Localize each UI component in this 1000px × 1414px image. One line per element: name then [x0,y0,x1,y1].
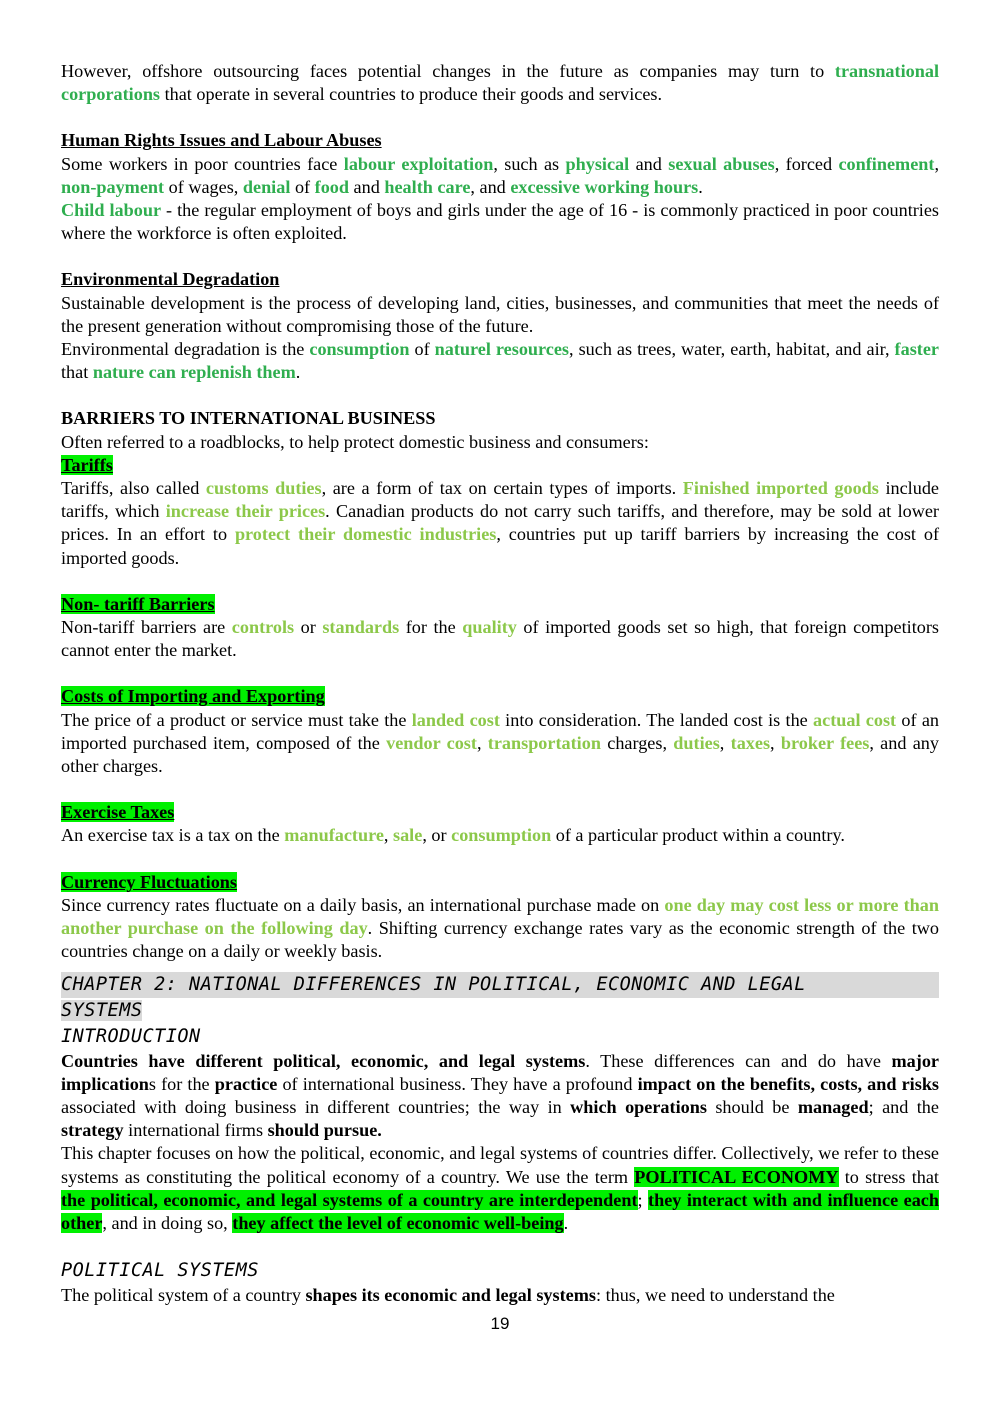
text: that [61,362,93,383]
text: , [719,732,731,753]
text: : thus, we need to understand the [595,1285,835,1306]
text: , and [470,176,511,197]
exercise-heading: Exercise Taxes [61,802,175,823]
chapter-title [61,972,939,998]
text: Environmental degradation is the [61,339,310,360]
text: Non-tariff barriers are [61,617,232,638]
text: Some workers in poor countries face [61,153,344,174]
keyword: taxes [730,732,771,753]
text: However, offshore outsourcing faces potential changes in the future as companies may turn to [61,61,835,81]
text: , such as trees, water, earth, habitat, and air, [569,339,895,360]
bold-text: impact on the benefits, costs, and risks [637,1073,940,1094]
nontariff-paragraph [61,616,939,662]
text: and [349,176,385,197]
tariffs-heading-line [61,454,939,477]
bold-text: major implication [61,1050,939,1094]
text: The price of a product or service must take the [61,709,412,730]
nontariff-heading-line [61,593,939,616]
barriers-intro: Often referred to a roadblocks, to help protect domestic business and consumers: [61,431,649,452]
keyword: physical [565,153,630,174]
text: charges, [600,732,674,753]
text: , [934,153,939,174]
keyword: consumption [451,825,552,846]
text: into consideration. The landed cost is the [499,709,814,730]
keyword: quality [462,617,517,638]
text: of a particular product within a country. [551,825,845,846]
tariffs-paragraph [61,477,939,570]
keyword: one day may cost less or more than another purchase on the following day [61,894,939,939]
text: should be [706,1096,798,1117]
text: s for the [148,1073,215,1094]
keyword: excessive working hours [510,176,699,197]
text: , and any other charges. [61,732,939,777]
text: of imported goods set so high, that foreign competitors cannot enter the market. [61,617,939,661]
highlighted-text: they affect the level of economic well-being [232,1212,564,1233]
text: , countries put up tariff barriers by increasing the cost of imported goods. [61,524,940,568]
chapter-title-line2: SYSTEMS [61,999,143,1021]
keyword: standards [322,617,400,638]
text: Since currency rates fluctuate on a daily basis, an international purchase made on [61,894,665,915]
keyword: non-payment [61,176,165,197]
introduction-paragraph [61,1050,939,1143]
bold-text: strategy [61,1120,124,1141]
text: This chapter focuses on how the political, economic, and legal systems of countries differ. Collectively, we refer to these systems as constituting the political economy of a country. We use the term [61,1143,939,1187]
text: Tariffs, also called [61,478,206,499]
text: ; [637,1189,649,1210]
keyword: increase their prices [165,501,326,522]
introduction-heading: INTRODUCTION [61,1025,201,1047]
keyword: customs duties [205,478,322,499]
political-systems-paragraph [61,1284,939,1307]
keyword: health care [384,176,471,197]
degradation-paragraph [61,338,939,384]
text: of an imported purchased item, composed of the [61,709,939,753]
keyword: nature can replenish them [92,362,296,383]
political-systems-heading: POLITICAL SYSTEMS [61,1260,259,1282]
highlighted-text: the political, economic, and legal systems of a country are interdependent [61,1189,638,1210]
text: . Shifting currency exchange rates vary as the economic strength of the two countries change on a daily or weekly basis. [61,918,939,962]
text: associated with doing business in different countries; the way in [61,1096,571,1117]
keyword: manufacture [284,825,384,846]
keyword: protect their domestic industries [234,524,497,545]
text: , and in doing so, [102,1212,233,1233]
text: The political system of a country [61,1285,306,1306]
keyword: broker fees [780,732,870,753]
text: . [295,362,301,383]
child-labour-paragraph [61,199,939,245]
text: , forced [774,153,839,174]
page-number: 19 [490,1314,510,1333]
text: , [383,825,394,846]
text: and [629,153,669,174]
text: include tariffs, which [61,478,939,522]
text: - the regular employment of boys and girls under the age of 16 - is commonly practiced in poor countries where the workforce is often exploited. [61,200,940,244]
keyword: sexual abuses [668,153,775,174]
text: to stress that [838,1166,939,1187]
text: ; and the [868,1096,939,1117]
keyword: transportation [487,732,601,753]
bold-text: managed [797,1096,869,1117]
currency-heading: Currency Fluctuations [61,871,237,892]
offshore-paragraph [61,60,939,106]
text: , such as [493,153,566,174]
keyword: sale [393,825,423,846]
text: , are a form of tax on certain types of imports. [321,478,683,499]
keyword: duties [673,732,720,753]
text: of [409,339,435,360]
human-rights-heading: Human Rights Issues and Labour Abuses [61,130,382,151]
bold-text: practice [214,1073,278,1094]
exercise-heading-line [61,801,939,824]
highlighted-text: POLITICAL ECONOMY [634,1166,839,1187]
exercise-paragraph [61,824,939,847]
bold-text: Countries have different political, economic, and legal systems [61,1050,586,1071]
keyword: labour exploitation [343,153,494,174]
keyword: transnational corporations [61,61,939,105]
sustainable-paragraph: Sustainable development is the process of developing land, cities, businesses, and communities that meet the needs of the present generation without compromising those of the future. [61,292,939,336]
text: or [294,617,323,638]
text: . These differences can and do have [585,1050,892,1071]
keyword: consumption [309,339,410,360]
text: An exercise tax is a tax on the [61,825,285,846]
human-rights-paragraph [61,153,939,199]
text: , or [422,825,452,846]
costs-heading-line [61,685,939,708]
keyword: vendor cost [386,732,477,753]
keyword: faster [894,339,939,360]
text: that operate in several countries to produce their goods and services. [160,84,663,105]
document-page [61,60,939,1307]
highlighted-text: they interact with and influence each other [61,1189,939,1233]
currency-paragraph [61,894,939,964]
barriers-heading: BARRIERS TO INTERNATIONAL BUSINESS [61,408,436,429]
text: , [770,732,781,753]
text: . [698,176,703,197]
keyword: Child labour [61,200,162,221]
keyword: Finished imported goods [682,478,879,499]
keyword: actual cost [813,709,897,730]
text: of wages, [164,176,243,197]
keyword: food [314,176,349,197]
bold-text: shapes its economic and legal systems [305,1285,596,1306]
political-economy-paragraph [61,1142,939,1235]
tariffs-heading: Tariffs [61,454,113,475]
keyword: confinement [838,153,935,174]
costs-paragraph [61,709,939,779]
chapter-title-line2-row [61,998,939,1024]
keyword: controls [231,617,295,638]
text: for the [399,617,463,638]
text: , [476,732,488,753]
text: of international business. They have a profound [277,1073,638,1094]
keyword: denial [242,176,291,197]
environment-heading: Environmental Degradation [61,269,280,290]
bold-text: which operations [570,1096,707,1117]
keyword: landed cost [411,709,500,730]
costs-heading: Costs of Importing and Exporting [61,686,325,707]
currency-heading-line [61,871,939,894]
text: international firms [123,1120,268,1141]
bold-text: should pursue. [267,1120,382,1141]
text: . [563,1212,569,1233]
text: . Canadian products do not carry such tariffs, and therefore, may be sold at lower prices. In an effort to [61,501,939,545]
text: of [290,176,315,197]
nontariff-heading: Non- tariff Barriers [61,593,215,614]
chapter-title-line1: CHAPTER 2: NATIONAL DIFFERENCES IN POLITICAL, ECONOMIC AND LEGAL [61,973,806,995]
keyword: naturel resources [434,339,569,360]
